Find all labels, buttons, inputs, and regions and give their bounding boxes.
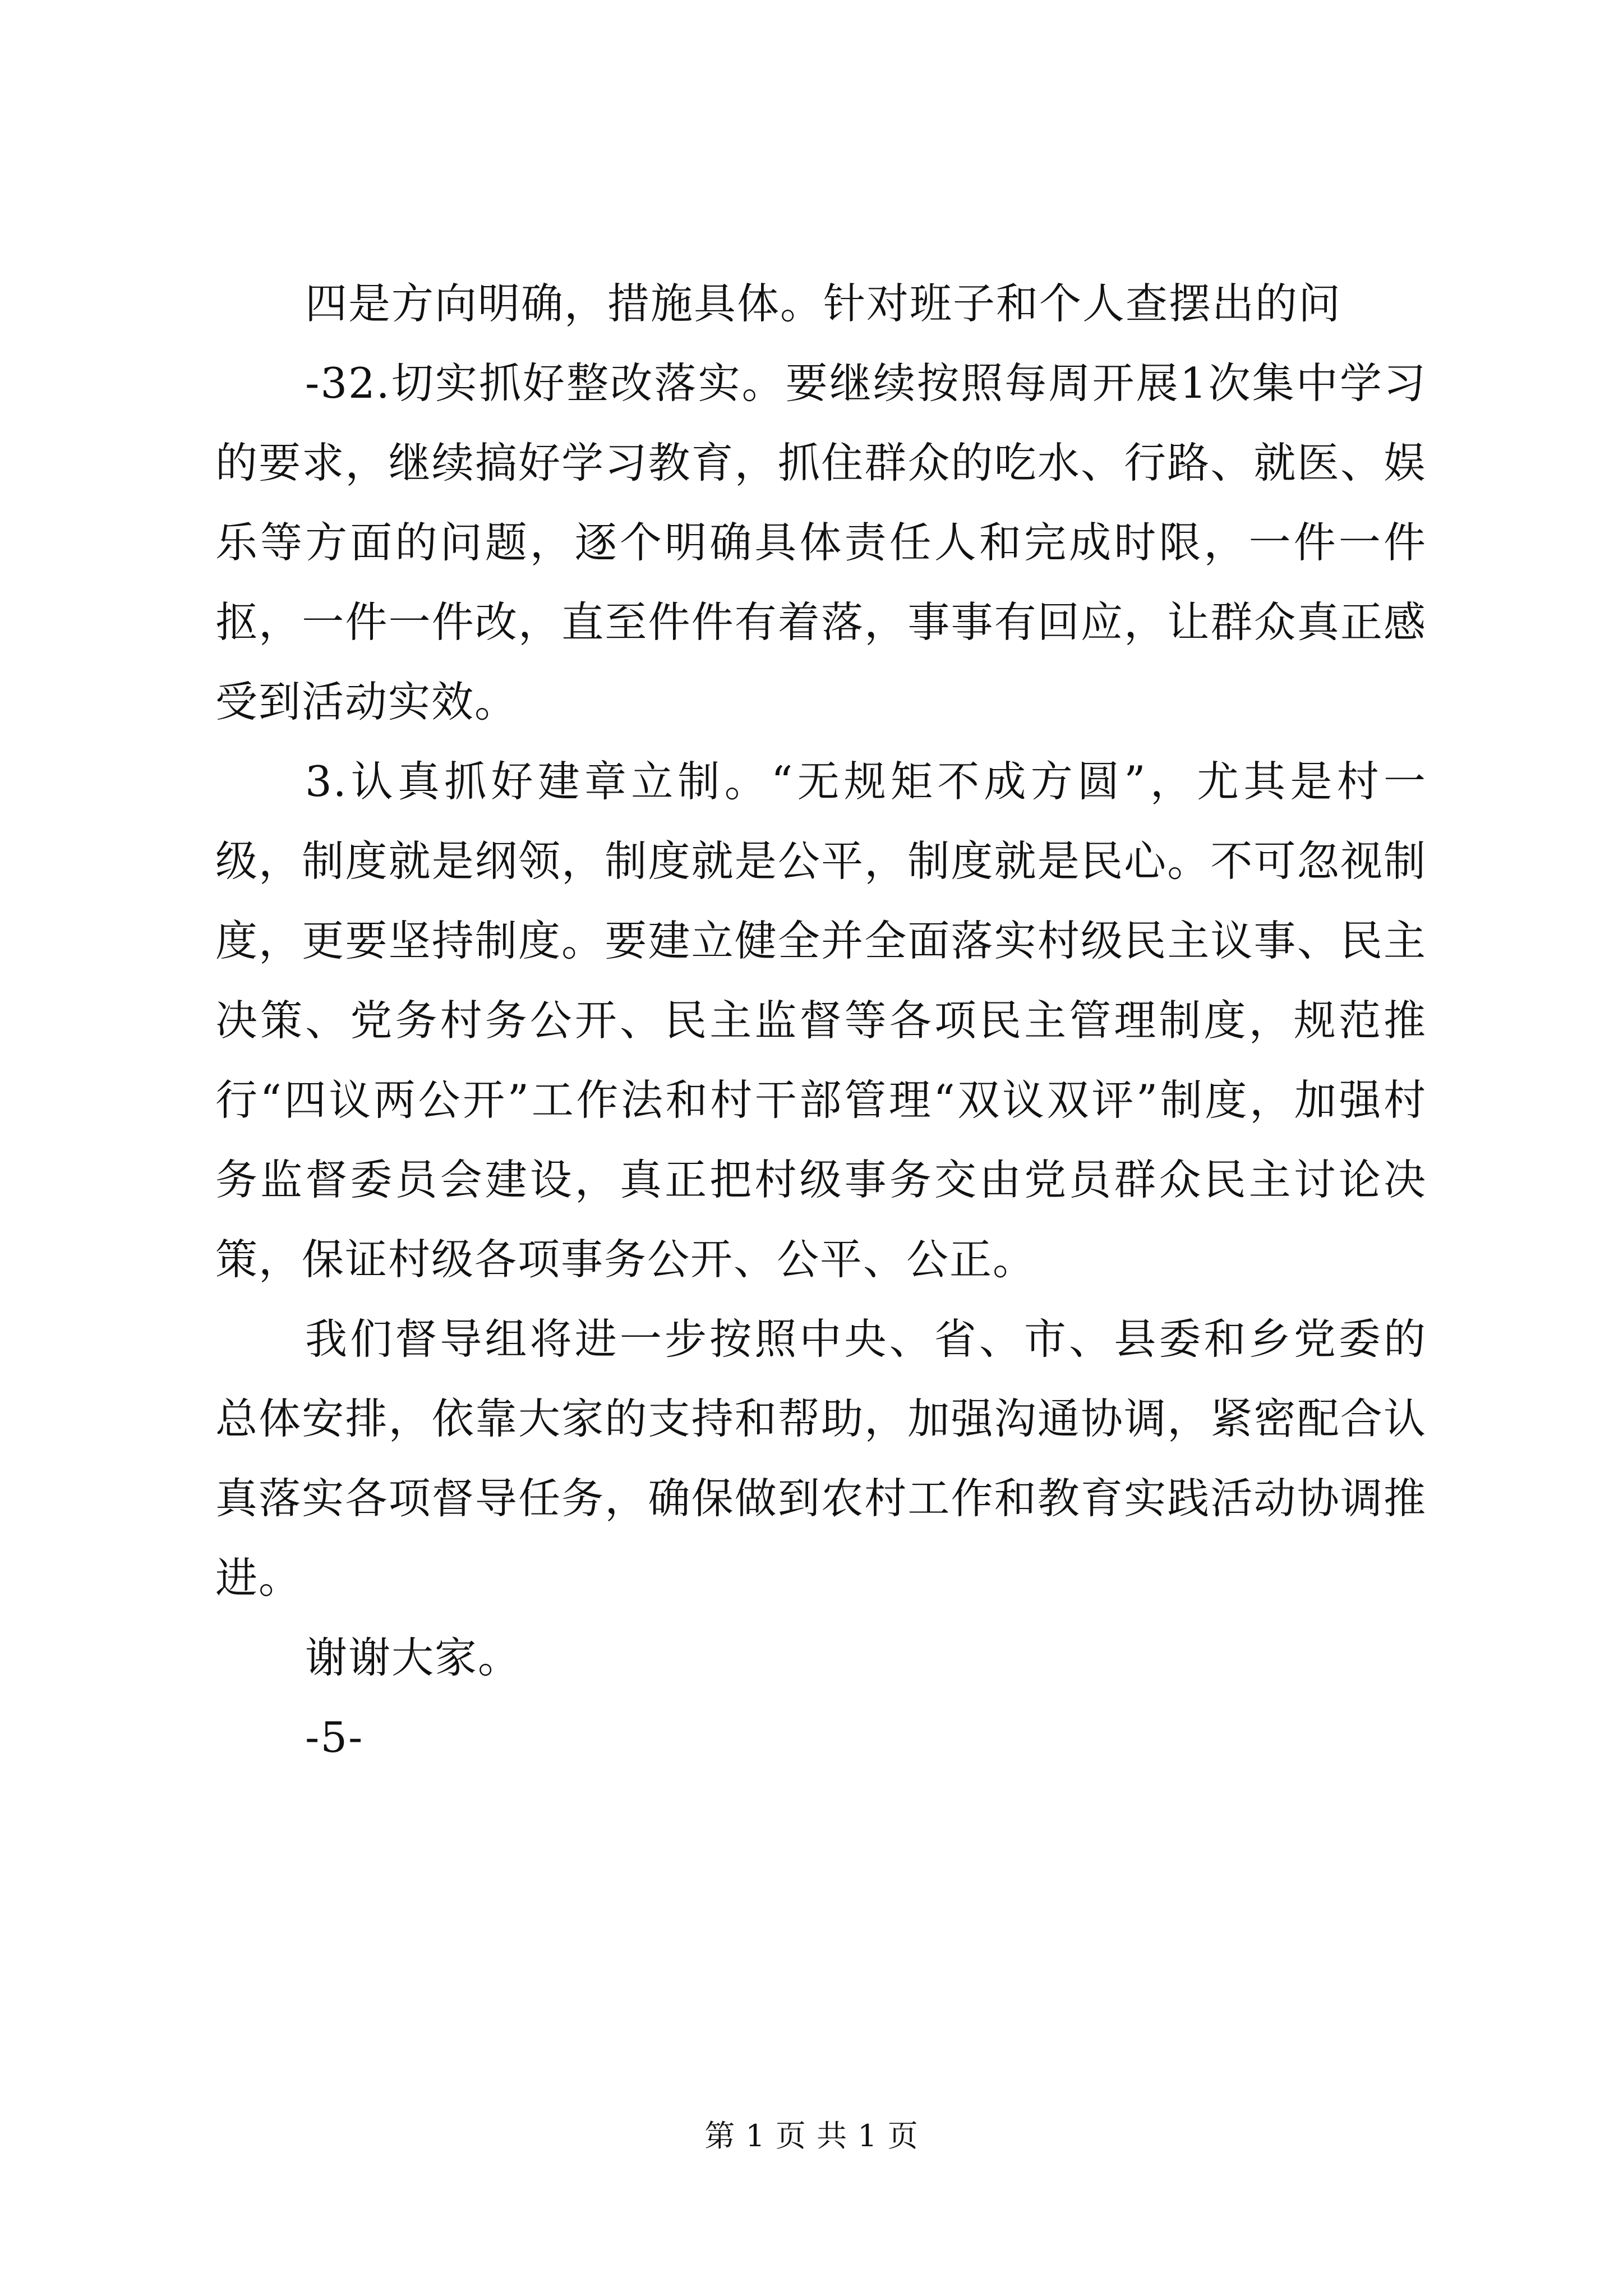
document-body — [215, 264, 1427, 1777]
paragraph-institution-building: 3.认真抓好建章立制。“无规矩不成方圆”，尤其是村一级，制度就是纲领，制度就是公平，制度就是民心。不可忽视制度，更要坚持制度。要建立健全并全面落实村级民主议事、民主决策、党务村务公开、民主监督等各项民主管理制度，规范推行“四议两公开”工作法和村干部管理“双议双评”制度，加强村务监督委员会建设，真正把村级事务交由党员群众民主讨论决策，保证村级各项事务公开、公平、公正。 — [215, 757, 1427, 1284]
inline-page-number: -5- — [305, 1713, 364, 1762]
paragraph-intro: 四是方向明确，措施具体。针对班子和个人查摆出的问 — [305, 279, 1342, 328]
paragraph-rectification: -32.切实抓好整改落实。要继续按照每周开展1次集中学习的要求，继续搞好学习教育，抓住群众的吃水、行路、就医、娱乐等方面的问题，逐个明确具体责任人和完成时限，一件一件抠，一件一件改，直至件件有着落，事事有回应，让群众真正感受到活动实效。 — [215, 358, 1427, 726]
paragraph-thanks: 谢谢大家。 — [305, 1633, 522, 1682]
page-footer: 第 1 页 共 1 页 — [704, 2118, 919, 2154]
paragraph-supervision-plan: 我们督导组将进一步按照中央、省、市、县委和乡党委的总体安排，依靠大家的支持和帮助，加强沟通协调，紧密配合认真落实各项督导任务，确保做到农村工作和教育实践活动协调推进。 — [215, 1314, 1427, 1603]
